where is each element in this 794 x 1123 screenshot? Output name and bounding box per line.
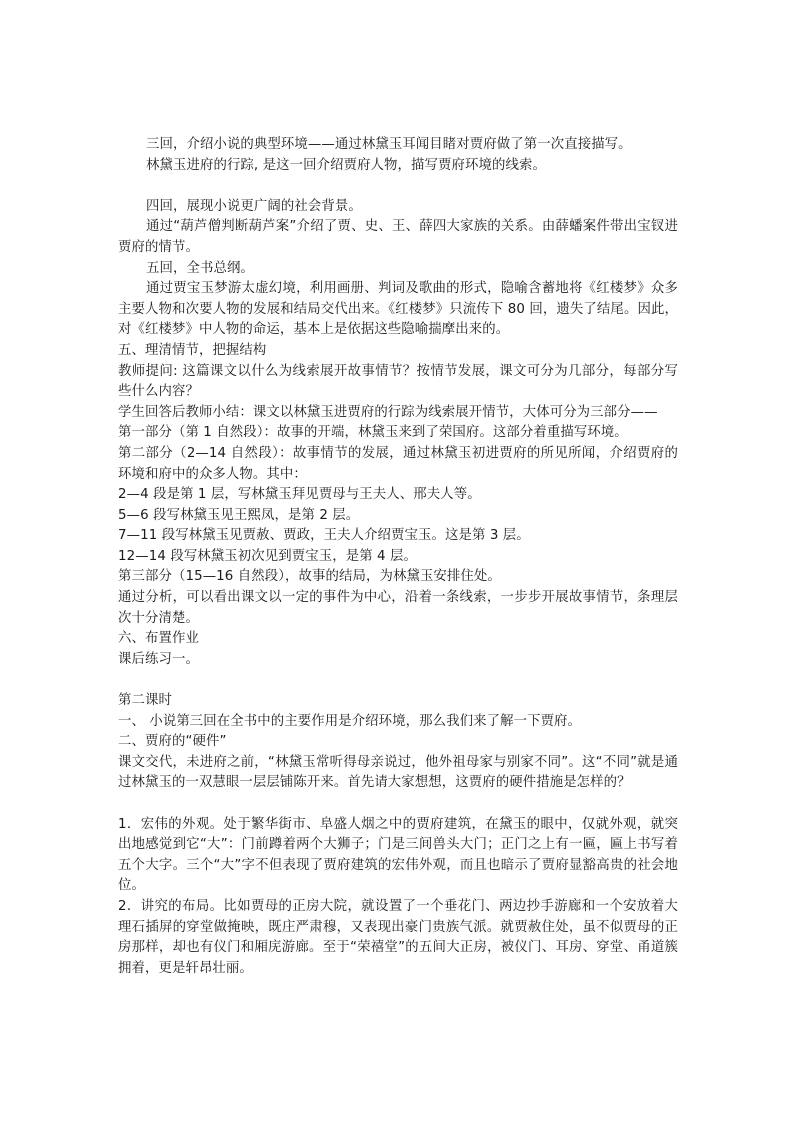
paragraph: 7—11 段写林黛玉见贾赦、贾政，王夫人介绍贾宝玉。这是第 3 层。 — [118, 528, 530, 544]
paragraph: 四回，展现小说更广阔的社会背景。 — [146, 198, 362, 214]
paragraph: 12—14 段写林黛玉初次见到贾宝玉，是第 4 层。 — [118, 548, 417, 564]
paragraph: 六、布置作业 — [118, 631, 199, 647]
paragraph: 课文交代，未进府之前，“林黛玉常听得母亲说过，他外祖母家与别家不同”。这“不同”就是通过林黛玉的一双慧眼一层层铺陈开来。首先请大家想想，这贾府的硬件措施是怎样的？ — [118, 754, 678, 791]
paragraph: 通过分析，可以看出课文以一定的事件为中心，沿着一条线索，一步步开展故事情节，条理层次十分清楚。 — [118, 590, 678, 626]
paragraph-spacer — [118, 670, 678, 691]
paragraph: 2—4 段是第 1 层，写林黛玉拜见贾母与王夫人、邢夫人等。 — [118, 487, 481, 503]
paragraph: 五、理清情节，把握结构 — [118, 342, 267, 358]
paragraph: 通过“葫芦僧判断葫芦案”介绍了贾、史、王、薛四大家族的关系。由薛蟠案件带出宝钗进贾府的情节。 — [118, 219, 678, 255]
paragraph: 5—6 段写林黛玉见王熙凤，是第 2 层。 — [118, 507, 360, 523]
paragraph-spacer — [118, 794, 678, 815]
paragraph: 教师提问: 这篇课文以什么为线索展开故事情节？按情节发展，课文可分为几部分，每部分写些什么内容？ — [118, 363, 678, 400]
paragraph: 课后练习一。 — [118, 651, 199, 667]
paragraph: 通过贾宝玉梦游太虚幻境，利用画册、判词及歌曲的形式，隐喻含蓄地将《红楼梦》众多主要人物和次要人物的发展和结局交代出来。《红楼梦》只流传下 80 回，遗失了结尾。因此，对《红楼梦》中人物的命运，基本上是依据这些隐喻揣摩出来的。 — [118, 281, 678, 338]
paragraph: 三回，介绍小说的典型环境——通过林黛玉耳闻目睹对贾府做了第一次直接描写。 — [146, 137, 632, 152]
paragraph: 第三部分（15—16 自然段），故事的结局，为林黛玉安排住处。 — [118, 569, 501, 585]
paragraph: 二、贾府的“硬件” — [118, 734, 227, 750]
paragraph: 1．宏伟的外观。处于繁华街市、阜盛人烟之中的贾府建筑，在黛玉的眼中，仅就外观，就突出地感觉到它“大”：门前蹲着两个大狮子；门是三间兽头大门；正门之上有一匾，匾上书写着五个大字。三个“大”字不但表现了贾府建筑的宏伟外观，而且也暗示了贾府显豁高贵的社会地位。 — [118, 816, 678, 894]
paragraph: 林黛玉进府的行踪, 是这一回介绍贾府人物，描写贾府环境的线索。 — [146, 157, 546, 173]
document-body — [118, 135, 678, 979]
paragraph: 学生回答后教师小结：课文以林黛玉进贾府的行踪为线索展开情节，大体可分为三部分—— — [118, 404, 658, 420]
paragraph: 2．讲究的布局。比如贾母的正房大院，就设置了一个垂花门、两边抄手游廊和一个安放着大理石插屏的穿堂做掩映，既庄严肃穆，又表现出豪门贵族气派。就贾赦住处，虽不似贾母的正房那样，却也有仪门和厢庑游廊。至于“荣禧堂”的五间大正房，被仪门、耳房、穿堂、甬道簇拥着，更是轩昂壮丽。 — [118, 898, 678, 976]
paragraph: 第一部分（第 1 自然段）：故事的开端，林黛玉来到了荣国府。这部分着重描写环境。 — [118, 425, 628, 441]
paragraph: 第二课时 — [118, 693, 172, 709]
paragraph: 五回，全书总纲。 — [146, 260, 254, 276]
paragraph: 第二部分（2—14 自然段）：故事情节的发展，通过林黛玉初进贾府的所见所闻，介绍贾府的环境和府中的众多人物。其中： — [118, 445, 678, 482]
paragraph: 一、 小说第三回在全书中的主要作用是介绍环境，那么我们来了解一下贾府。 — [118, 713, 582, 729]
paragraph-spacer — [118, 176, 678, 197]
